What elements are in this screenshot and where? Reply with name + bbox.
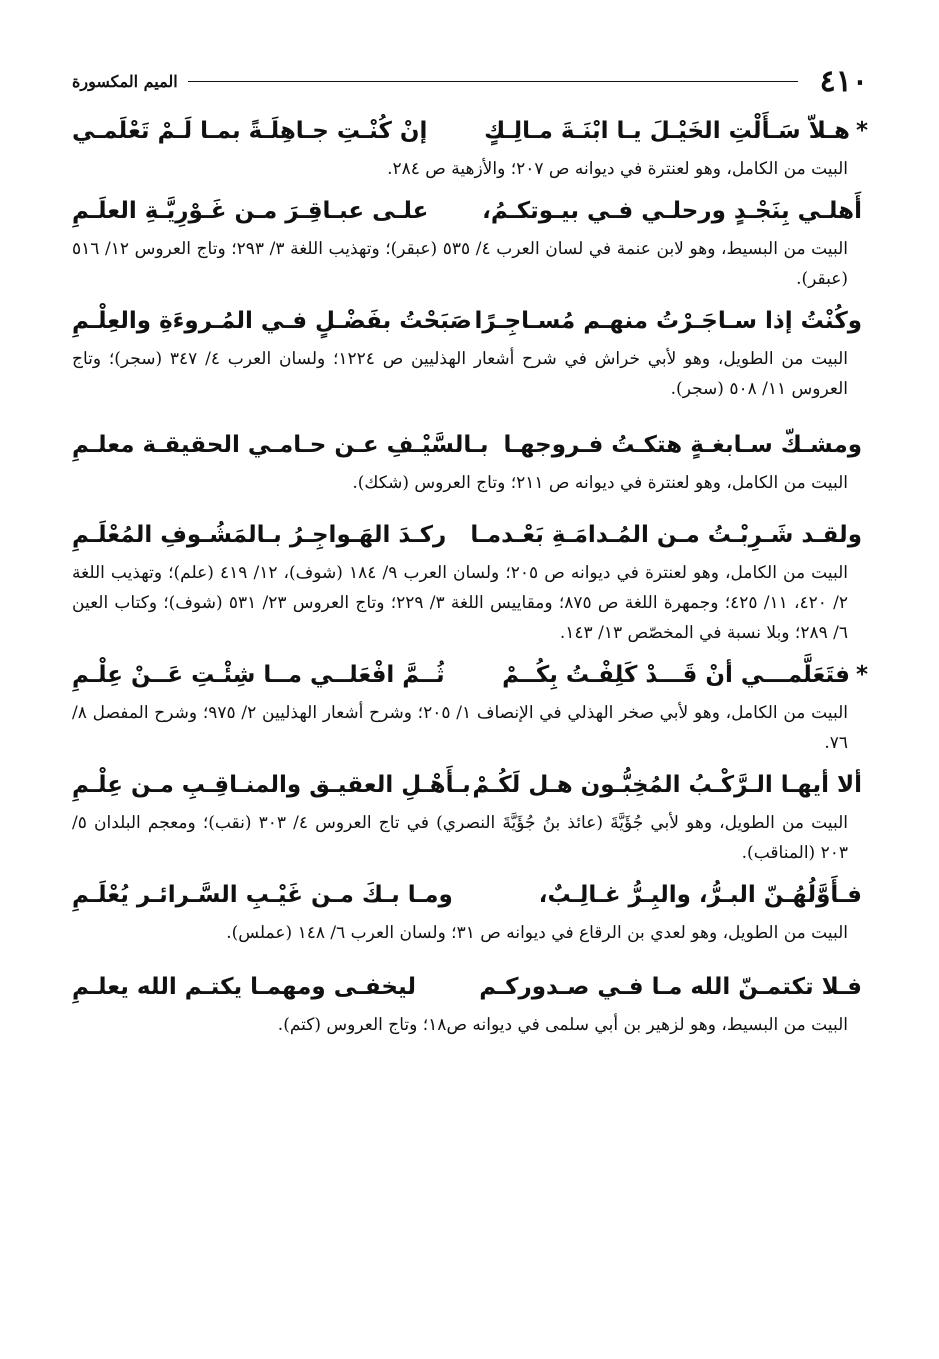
- second-hemistich: بـالسَّيْـفِ عـن حـامـي الحقيقـة معلـمِ: [72, 432, 489, 458]
- verse-note: البيت من البسيط، وهو لزهير بن أبي سلمى في ديوانه ص١٨؛ وتاج العروس (كتم).: [277, 1015, 848, 1035]
- verse-note: البيت من الكامل، وهو لعنترة في ديوانه ص ٢٠٥؛ ولسان العرب ٩/ ١٨٤ (شوف)، ١٢/ ٤١٩ (علم)؛ وتهذيب اللغة ٢/ ٤٢٠، ١١/ ٤٢٥؛ وجمهرة اللغة ص ٨٧٥؛ ومقاييس اللغة ٣/ ٢٢٩؛ وتاج العروس ٢٣/ ٥٣١ (شوف)؛ وكتاب العين ٦/ ٢٨٩؛ وبلا نسبة في المخصّص ١٣/ ١٤٣.: [72, 563, 848, 643]
- first-hemistich: [539, 872, 868, 918]
- verse-line: [72, 108, 868, 154]
- verse-entry: [72, 512, 868, 648]
- verse-note: البيت من الكامل، وهو لأبي صخر الهذلي في الإنصاف ١/ ٢٠٥؛ وشرح أشعار الهذليين ٢/ ٩٧٥؛ وشرح المفصل ٨/ ٧٦.: [72, 703, 848, 753]
- verse-entry: [72, 422, 868, 498]
- second-hemistich: إنْ كُنْـتِ جـاهِلَـةً بمـا لَـمْ تَعْلَمـي: [72, 118, 428, 144]
- verse-note: البيت من الكامل، وهو لعنترة في ديوانه ص ٢١١؛ وتاج العروس (شكك).: [352, 473, 848, 493]
- second-hemistich: بـأَهْـلِ العقيـق والمنـاقِـبِ مـن عِلْـمِ: [72, 772, 471, 798]
- verse-entry: [72, 652, 868, 758]
- first-hemistich: [475, 298, 868, 344]
- verse-line: [72, 762, 868, 808]
- first-hemistich-text: فتَعَلَّمـــي أنْ قَـــدْ كَلِفْـتُ بِكُــمْ: [502, 662, 850, 688]
- second-hemistich: ومـا بـكَ مـن غَيْـبِ السَّـرائـر يُعْلَـمِ: [72, 882, 453, 908]
- verse-line: [72, 512, 868, 558]
- first-hemistich-text: وكُنْتُ إذا سـاجَـرْتُ منهـم مُسـاجِـرًا: [474, 308, 862, 334]
- second-hemistich: ثُــمَّ افْعَلــي مــا شِئْـتِ عَــنْ عِلْـمِ: [72, 662, 445, 688]
- first-hemistich-text: ولقـد شَـرِبْـتُ مـن المُـدامَـةِ بَعْـدمـا: [470, 522, 862, 548]
- verse-entry: [72, 108, 868, 184]
- header-rule: [188, 81, 798, 82]
- verse-entry: [72, 872, 868, 948]
- first-hemistich-text: أَهلـي بِنَجْـدٍ ورحلـي فـي بيـوتكـمُ،: [482, 198, 862, 224]
- verse-note: البيت من البسيط، وهو لابن عنمة في لسان العرب ٤/ ٥٣٥ (عبقر)؛ وتهذيب اللغة ٣/ ٢٩٣؛ وتاج العروس ١٢/ ٥١٦ (عبقر).: [72, 239, 848, 289]
- verse-entry: [72, 762, 868, 868]
- first-hemistich: [479, 964, 868, 1010]
- star-marker: *: [855, 118, 868, 144]
- page-header: [72, 58, 868, 104]
- verse-line: [72, 872, 868, 918]
- verse-line: [72, 422, 868, 468]
- verse-note: البيت من الكامل، وهو لعنترة في ديوانه ص ٢٠٧؛ والأزهية ص ٢٨٤.: [387, 159, 848, 179]
- verse-line: [72, 298, 868, 344]
- second-hemistich: صَبَحْتُ بفَضْـلٍ فـي المُـروءَةِ والعِلْـمِ: [72, 308, 472, 334]
- first-hemistich-text: فـأَوَّلُهُـنّ البـرُّ، والبِـرُّ غـالِـبٌ،: [538, 882, 862, 908]
- verse-line: [72, 188, 868, 234]
- verse-line: [72, 652, 868, 698]
- verse-entry: [72, 964, 868, 1040]
- first-hemistich: [502, 652, 868, 698]
- first-hemistich-text: فـلا تكتمـنّ الله مـا فـي صـدوركـم: [479, 974, 862, 1000]
- second-hemistich: علـى عبـاقِـرَ مـن غَـوْرِيَّـةِ العلَـمِ: [72, 198, 429, 224]
- verse-entry: [72, 298, 868, 404]
- first-hemistich: [484, 108, 868, 154]
- first-hemistich: [470, 512, 868, 558]
- first-hemistich: [504, 422, 869, 468]
- verse-note: البيت من الطويل، وهو لأبي جُؤَيَّةَ (عائذ بنُ جُؤَيَّةَ النصري) في تاج العروس ٤/ ٣٠٣ (نقب)؛ ومعجم البلدان ٥/ ٢٠٣ (المناقب).: [72, 813, 849, 863]
- first-hemistich-text: ألا أيهـا الـرَّكْـبُ المُخِبُّـون هـل لَكُـمْ: [472, 772, 862, 798]
- first-hemistich: [482, 188, 868, 234]
- first-hemistich-text: هـلاّ سَـأَلْتِ الخَيْـلَ يـا ابْنَـةَ مـالِـكٍ: [484, 118, 850, 144]
- second-hemistich: ركـدَ الهَـواجِـرُ بـالمَشُـوفِ المُعْلَـمِ: [72, 522, 447, 548]
- star-marker: *: [855, 662, 868, 688]
- verse-entry: [72, 188, 868, 294]
- verse-note: البيت من الطويل، وهو لأبي خراش في شرح أشعار الهذليين ص ١٢٢٤؛ ولسان العرب ٤/ ٣٤٧ (سجر)؛ وتاج العروس ١١/ ٥٠٨ (سجر).: [72, 349, 848, 399]
- page: [72, 58, 868, 1338]
- second-hemistich: ليخفـى ومهمـا يكتـم الله يعلـمِ: [72, 974, 417, 1000]
- verse-line: [72, 964, 868, 1010]
- entries-list: [72, 108, 868, 1040]
- first-hemistich-text: ومشـكّ سـابغـةٍ هتكـتُ فـروجهـا: [503, 432, 862, 458]
- verse-note: البيت من الطويل، وهو لعدي بن الرقاع في ديوانه ص ٣١؛ ولسان العرب ٦/ ١٤٨ (عملس).: [226, 923, 848, 943]
- section-title: الميم المكسورة: [72, 71, 178, 91]
- first-hemistich: [472, 762, 868, 808]
- page-number: ٤١٠: [819, 63, 868, 99]
